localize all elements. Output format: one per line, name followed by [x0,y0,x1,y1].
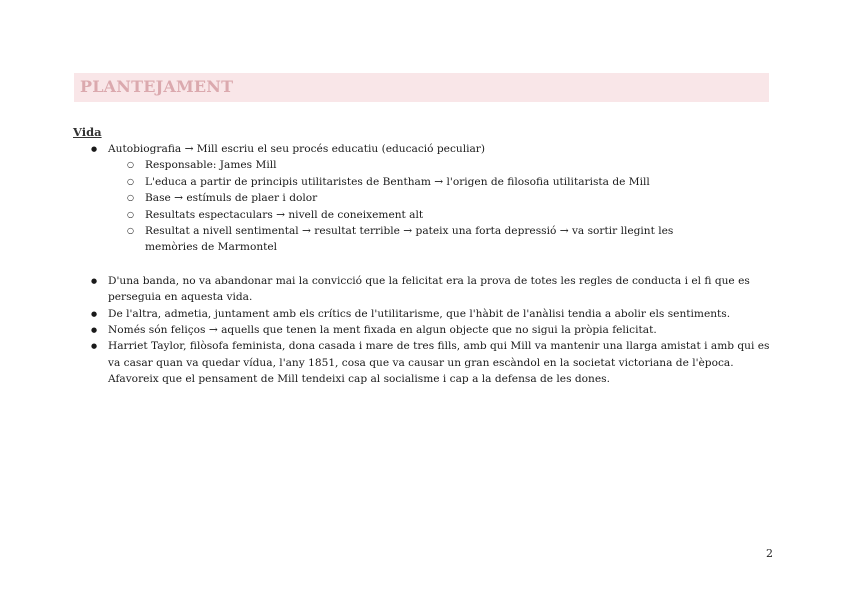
sub-list-item: ○ Resultats espectaculars → nivell de coneixement alt [0,207,720,223]
sub-list-item: ○ L'educa a partir de principis utilitaristes de Bentham → l'origen de filosofia utilitarista de Mill [0,174,720,190]
sub-bullet-list [0,157,848,255]
page-heading: PLANTEJAMENT [80,77,234,96]
sub-list-item: ○ Base → estímuls de plaer i dolor [0,190,720,206]
bullet-list [0,273,848,388]
list-item: ● Autobiografia → Mill escriu el seu procés educatiu (educació peculiar) [0,141,776,157]
list-item: ● Només són feliços → aquells que tenen la ment fixada en algun objecte que no sigui la pròpia felicitat. [0,322,776,338]
list-item: ● De l'altra, admetia, juntament amb els crítics de l'utilitarisme, que l'hàbit de l'anàlisi tendia a abolir els sentiments. [0,306,776,322]
sub-list-item: ○ Responsable: James Mill [0,157,720,173]
list-item: ● D'una banda, no va abandonar mai la convicció que la felicitat era la prova de totes les regles de conducta i el fi que es perseguia en aquesta vida. [0,273,776,306]
document-body [0,141,848,388]
page-number: 2 [766,547,773,560]
bullet-list [0,141,848,157]
section-title: Vida [73,125,102,139]
sub-list-item: ○ Resultat a nivell sentimental → resultat terrible → pateix una forta depressió → va sortir llegint les memòries de Marmontel [0,223,720,256]
list-item: ● Harriet Taylor, filòsofa feminista, dona casada i mare de tres fills, amb qui Mill va mantenir una llarga amistat i amb qui es va casar quan va quedar vídua, l'any 1851, cosa que va causar un gran escàndol en la societat victoriana de l'època. Afavoreix que el pensament de Mill tendeixi cap al socialisme i cap a la defensa de les dones. [0,338,776,387]
heading-bar [74,73,769,102]
